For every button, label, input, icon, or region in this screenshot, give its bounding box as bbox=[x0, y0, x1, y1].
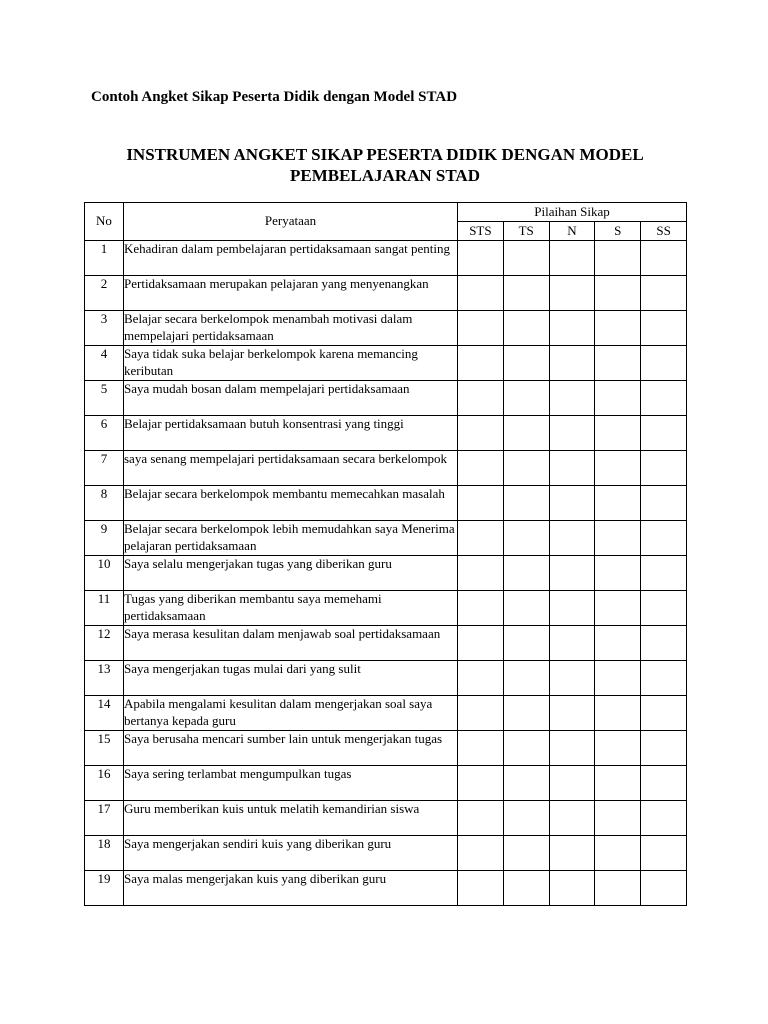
answer-cell-n[interactable] bbox=[549, 521, 595, 556]
answer-cell-ss[interactable] bbox=[641, 276, 687, 311]
answer-cell-s[interactable] bbox=[595, 311, 641, 346]
answer-cell-sts[interactable] bbox=[458, 346, 504, 381]
row-number: 19 bbox=[85, 871, 124, 906]
row-number: 1 bbox=[85, 241, 124, 276]
answer-cell-ss[interactable] bbox=[641, 451, 687, 486]
answer-cell-ts[interactable] bbox=[503, 591, 549, 626]
header-choice-group: Pilaihan Sikap bbox=[458, 203, 687, 222]
row-statement: Saya mengerjakan sendiri kuis yang diberikan guru bbox=[124, 836, 458, 871]
row-statement: Saya sering terlambat mengumpulkan tugas bbox=[124, 766, 458, 801]
answer-cell-ss[interactable] bbox=[641, 591, 687, 626]
row-statement: Saya berusaha mencari sumber lain untuk mengerjakan tugas bbox=[124, 731, 458, 766]
answer-cell-n[interactable] bbox=[549, 276, 595, 311]
header-option-ss: SS bbox=[641, 222, 687, 241]
table-row bbox=[85, 311, 687, 346]
row-number: 10 bbox=[85, 556, 124, 591]
answer-cell-n[interactable] bbox=[549, 766, 595, 801]
answer-cell-ss[interactable] bbox=[641, 661, 687, 696]
table-header bbox=[85, 203, 687, 241]
row-number: 13 bbox=[85, 661, 124, 696]
answer-cell-sts[interactable] bbox=[458, 311, 504, 346]
header-no: No bbox=[85, 203, 124, 241]
answer-cell-ss[interactable] bbox=[641, 871, 687, 906]
answer-cell-ts[interactable] bbox=[503, 276, 549, 311]
answer-cell-sts[interactable] bbox=[458, 836, 504, 871]
table-row bbox=[85, 766, 687, 801]
row-statement: Saya malas mengerjakan kuis yang diberikan guru bbox=[124, 871, 458, 906]
answer-cell-ss[interactable] bbox=[641, 311, 687, 346]
document-title-line2: PEMBELAJARAN STAD bbox=[289, 166, 480, 185]
table-row bbox=[85, 451, 687, 486]
answer-cell-n[interactable] bbox=[549, 836, 595, 871]
answer-cell-ts[interactable] bbox=[503, 451, 549, 486]
answer-cell-ts[interactable] bbox=[503, 346, 549, 381]
answer-cell-ts[interactable] bbox=[503, 766, 549, 801]
answer-cell-ss[interactable] bbox=[641, 486, 687, 521]
table-row bbox=[85, 661, 687, 696]
answer-cell-n[interactable] bbox=[549, 801, 595, 836]
row-number: 17 bbox=[85, 801, 124, 836]
row-number: 12 bbox=[85, 626, 124, 661]
answer-cell-ss[interactable] bbox=[641, 521, 687, 556]
answer-cell-sts[interactable] bbox=[458, 416, 504, 451]
answer-cell-ss[interactable] bbox=[641, 241, 687, 276]
answer-cell-ts[interactable] bbox=[503, 731, 549, 766]
table-row bbox=[85, 381, 687, 416]
row-statement: Saya mengerjakan tugas mulai dari yang sulit bbox=[124, 661, 458, 696]
answer-cell-ts[interactable] bbox=[503, 836, 549, 871]
row-statement: Guru memberikan kuis untuk melatih kemandirian siswa bbox=[124, 801, 458, 836]
survey-table bbox=[84, 202, 687, 906]
row-statement: Belajar secara berkelompok membantu memecahkan masalah bbox=[124, 486, 458, 521]
row-number: 14 bbox=[85, 696, 124, 731]
answer-cell-ts[interactable] bbox=[503, 486, 549, 521]
answer-cell-sts[interactable] bbox=[458, 696, 504, 731]
document-caption: Contoh Angket Sikap Peserta Didik dengan Model STAD bbox=[91, 89, 458, 105]
answer-cell-s[interactable] bbox=[595, 276, 641, 311]
answer-cell-sts[interactable] bbox=[458, 486, 504, 521]
row-statement: Pertidaksamaan merupakan pelajaran yang menyenangkan bbox=[124, 276, 458, 311]
row-statement: Belajar secara berkelompok lebih memudahkan saya Menerima pelajaran pertidaksamaan bbox=[124, 521, 458, 556]
table-row bbox=[85, 731, 687, 766]
row-statement: Belajar pertidaksamaan butuh konsentrasi yang tinggi bbox=[124, 416, 458, 451]
table-body bbox=[85, 241, 687, 906]
answer-cell-s[interactable] bbox=[595, 766, 641, 801]
answer-cell-ss[interactable] bbox=[641, 836, 687, 871]
answer-cell-sts[interactable] bbox=[458, 521, 504, 556]
row-number: 11 bbox=[85, 591, 124, 626]
row-number: 18 bbox=[85, 836, 124, 871]
answer-cell-sts[interactable] bbox=[458, 451, 504, 486]
answer-cell-sts[interactable] bbox=[458, 381, 504, 416]
answer-cell-s[interactable] bbox=[595, 801, 641, 836]
answer-cell-s[interactable] bbox=[595, 836, 641, 871]
answer-cell-ss[interactable] bbox=[641, 766, 687, 801]
row-statement: saya senang mempelajari pertidaksamaan secara berkelompok bbox=[124, 451, 458, 486]
answer-cell-s[interactable] bbox=[595, 521, 641, 556]
row-statement: Saya mudah bosan dalam mempelajari pertidaksamaan bbox=[124, 381, 458, 416]
row-statement: Belajar secara berkelompok menambah motivasi dalam mempelajari pertidaksamaan bbox=[124, 311, 458, 346]
answer-cell-s[interactable] bbox=[595, 346, 641, 381]
answer-cell-n[interactable] bbox=[549, 626, 595, 661]
answer-cell-sts[interactable] bbox=[458, 661, 504, 696]
row-number: 2 bbox=[85, 276, 124, 311]
answer-cell-sts[interactable] bbox=[458, 591, 504, 626]
answer-cell-n[interactable] bbox=[549, 591, 595, 626]
header-option-s: S bbox=[595, 222, 641, 241]
answer-cell-sts[interactable] bbox=[458, 871, 504, 906]
row-statement: Saya tidak suka belajar berkelompok karena memancing keributan bbox=[124, 346, 458, 381]
answer-cell-s[interactable] bbox=[595, 626, 641, 661]
answer-cell-ss[interactable] bbox=[641, 381, 687, 416]
row-number: 8 bbox=[85, 486, 124, 521]
answer-cell-n[interactable] bbox=[549, 661, 595, 696]
answer-cell-ts[interactable] bbox=[503, 556, 549, 591]
table-row bbox=[85, 836, 687, 871]
row-number: 5 bbox=[85, 381, 124, 416]
answer-cell-n[interactable] bbox=[549, 696, 595, 731]
answer-cell-ts[interactable] bbox=[503, 521, 549, 556]
header-option-sts: STS bbox=[458, 222, 504, 241]
row-statement: Saya selalu mengerjakan tugas yang diberikan guru bbox=[124, 556, 458, 591]
answer-cell-s[interactable] bbox=[595, 661, 641, 696]
answer-cell-ts[interactable] bbox=[503, 381, 549, 416]
row-statement: Kehadiran dalam pembelajaran pertidaksamaan sangat penting bbox=[124, 241, 458, 276]
table-row bbox=[85, 626, 687, 661]
answer-cell-n[interactable] bbox=[549, 311, 595, 346]
answer-cell-ts[interactable] bbox=[503, 241, 549, 276]
answer-cell-ts[interactable] bbox=[503, 801, 549, 836]
table-row bbox=[85, 556, 687, 591]
answer-cell-n[interactable] bbox=[549, 486, 595, 521]
table-row bbox=[85, 801, 687, 836]
answer-cell-s[interactable] bbox=[595, 696, 641, 731]
answer-cell-n[interactable] bbox=[549, 731, 595, 766]
row-number: 7 bbox=[85, 451, 124, 486]
header-statement: Peryataan bbox=[124, 203, 458, 241]
answer-cell-ss[interactable] bbox=[641, 801, 687, 836]
answer-cell-n[interactable] bbox=[549, 381, 595, 416]
answer-cell-ts[interactable] bbox=[503, 311, 549, 346]
row-statement: Apabila mengalami kesulitan dalam mengerjakan soal saya bertanya kepada guru bbox=[124, 696, 458, 731]
row-number: 3 bbox=[85, 311, 124, 346]
answer-cell-ss[interactable] bbox=[641, 696, 687, 731]
answer-cell-s[interactable] bbox=[595, 591, 641, 626]
answer-cell-ss[interactable] bbox=[641, 556, 687, 591]
answer-cell-s[interactable] bbox=[595, 556, 641, 591]
answer-cell-n[interactable] bbox=[549, 556, 595, 591]
table-row bbox=[85, 346, 687, 381]
row-number: 4 bbox=[85, 346, 124, 381]
row-number: 6 bbox=[85, 416, 124, 451]
table-row bbox=[85, 696, 687, 731]
answer-cell-s[interactable] bbox=[595, 416, 641, 451]
answer-cell-sts[interactable] bbox=[458, 731, 504, 766]
row-statement: Tugas yang diberikan membantu saya memehami pertidaksamaan bbox=[124, 591, 458, 626]
answer-cell-s[interactable] bbox=[595, 241, 641, 276]
answer-cell-n[interactable] bbox=[549, 241, 595, 276]
table-row bbox=[85, 416, 687, 451]
answer-cell-s[interactable] bbox=[595, 731, 641, 766]
answer-cell-s[interactable] bbox=[595, 871, 641, 906]
answer-cell-sts[interactable] bbox=[458, 241, 504, 276]
answer-cell-sts[interactable] bbox=[458, 766, 504, 801]
table-row bbox=[85, 521, 687, 556]
table-row bbox=[85, 871, 687, 906]
row-statement: Saya merasa kesulitan dalam menjawab soal pertidaksamaan bbox=[124, 626, 458, 661]
table-row bbox=[85, 241, 687, 276]
answer-cell-ts[interactable] bbox=[503, 626, 549, 661]
answer-cell-s[interactable] bbox=[595, 451, 641, 486]
answer-cell-ss[interactable] bbox=[641, 731, 687, 766]
row-number: 9 bbox=[85, 521, 124, 556]
header-option-n: N bbox=[549, 222, 595, 241]
answer-cell-sts[interactable] bbox=[458, 276, 504, 311]
answer-cell-ts[interactable] bbox=[503, 696, 549, 731]
answer-cell-ss[interactable] bbox=[641, 416, 687, 451]
table-row bbox=[85, 276, 687, 311]
answer-cell-n[interactable] bbox=[549, 416, 595, 451]
document-title-line1: INSTRUMEN ANGKET SIKAP PESERTA DIDIK DENGAN MODEL bbox=[126, 145, 644, 164]
answer-cell-sts[interactable] bbox=[458, 801, 504, 836]
answer-cell-ss[interactable] bbox=[641, 626, 687, 661]
answer-cell-ts[interactable] bbox=[503, 661, 549, 696]
answer-cell-ts[interactable] bbox=[503, 871, 549, 906]
header-option-ts: TS bbox=[503, 222, 549, 241]
answer-cell-sts[interactable] bbox=[458, 626, 504, 661]
answer-cell-s[interactable] bbox=[595, 486, 641, 521]
answer-cell-n[interactable] bbox=[549, 451, 595, 486]
answer-cell-ts[interactable] bbox=[503, 416, 549, 451]
row-number: 16 bbox=[85, 766, 124, 801]
answer-cell-n[interactable] bbox=[549, 871, 595, 906]
table-row bbox=[85, 591, 687, 626]
answer-cell-n[interactable] bbox=[549, 346, 595, 381]
answer-cell-s[interactable] bbox=[595, 381, 641, 416]
answer-cell-sts[interactable] bbox=[458, 556, 504, 591]
table-row bbox=[85, 486, 687, 521]
row-number: 15 bbox=[85, 731, 124, 766]
answer-cell-ss[interactable] bbox=[641, 346, 687, 381]
